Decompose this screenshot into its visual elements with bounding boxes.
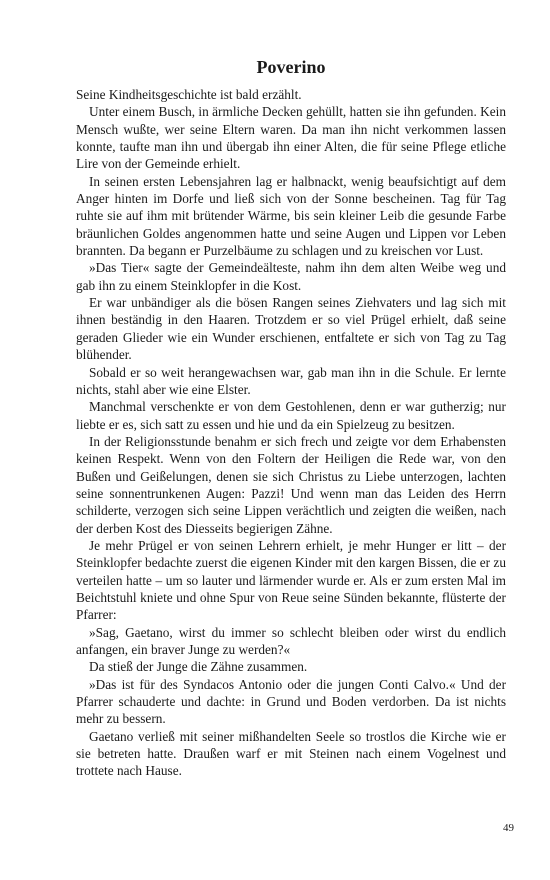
paragraph-12: »Das ist für des Syndacos Antonio oder die jungen Conti Calvo.« Und der Pfarrer schauderte und dachte: in Grund und Boden verdorben. Da ist nichts mehr zu bessern. [76,676,506,727]
paragraph-8: In der Religionsstunde benahm er sich frech und zeigte vor dem Erhabensten keinen Respekt. Wenn von den Foltern der Heiligen die Rede war, von den Bußen und Geißelungen, denen sie sich Christus zu Liebe unterzogen, lachten seine sonnentrunkenen Augen: Pazzi! Und wenn man das Leiden des Herrn schilderte, verzogen sich seine Lippen verächtlich und zeigten die weißen, nach der derben Kost des Diesseits begierigen Zähne. [76,433,506,536]
chapter-body [76,86,506,780]
paragraph-10: »Sag, Gaetano, wirst du immer so schlecht bleiben oder wirst du endlich anfangen, ein braver Junge zu werden?« [76,624,506,657]
paragraph-2: Unter einem Busch, in ärmliche Decken gehüllt, hatten sie ihn gefunden. Kein Mensch wußte, wer seine Eltern waren. Da man ihn nicht verkommen lassen konnte, taufte man ihn und übergab ihn einer Alten, die für seine Pflege etliche Lire von der Gemeinde erhielt. [76,104,506,172]
paragraph-11: Da stieß der Junge die Zähne zusammen. [89,659,308,675]
paragraph-1: Seine Kindheitsgeschichte ist bald erzählt. [76,87,302,102]
paragraph-3: In seinen ersten Lebensjahren lag er halbnackt, wenig beaufsichtigt auf dem Anger hinten im Dorfe und ließ sich von der Sonne bescheinen. Tag für Tag ruhte sie auf ihm mit brütender Wärme, bis sein kleiner Leib die gesunde Farbe bräunlichen Goldes angenommen hatte und seine Augen und Lippen vor Leben brannten. Da begann er Purzelbäume zu schlagen und zu kreischen vor Lust. [76,173,506,259]
book-page [76,56,506,780]
paragraph-9: Je mehr Prügel er von seinen Lehrern erhielt, je mehr Hunger er litt – der Steinklopfer bedachte zuerst die eigenen Kinder mit den kargen Bissen, die er zu verteilen hatte – um so lauter und lärmender wurde er. Als er zum ersten Mal im Beichtstuhl kniete und ohne Spur von Reue seine Sünden bekannte, flüsterte der Pfarrer: [76,537,506,623]
paragraph-5: Er war unbändiger als die bösen Rangen seines Ziehvaters und lag sich mit ihnen beständig in den Haaren. Trotzdem er so viel Prügel erhielt, daß seine geraden Glieder wie ein Wunder erschienen, entfaltete er sich von Tag zu Tag blühender. [76,295,506,363]
page-number: 49 [503,822,514,834]
paragraph-6: Sobald er so weit herangewachsen war, gab man ihn in die Schule. Er lernte nichts, stahl aber wie eine Elster. [76,364,506,397]
paragraph-13: Gaetano verließ mit seiner mißhandelten Seele so trostlos die Kirche wie er sie betreten hatte. Draußen warf er mit Steinen nach einem Vogelnest und trottete nach Hause. [76,728,506,779]
chapter-title: Poverino [256,57,326,77]
paragraph-4: »Das Tier« sagte der Gemeindeälteste, nahm ihn dem alten Weibe weg und gab ihn zu einem Steinklopfer in die Kost. [76,260,506,293]
paragraph-7: Manchmal verschenkte er von dem Gestohlenen, denn er war gutherzig; nur liebte er es, sich satt zu essen und hie und da ein Spielzeug zu besitzen. [76,399,506,432]
